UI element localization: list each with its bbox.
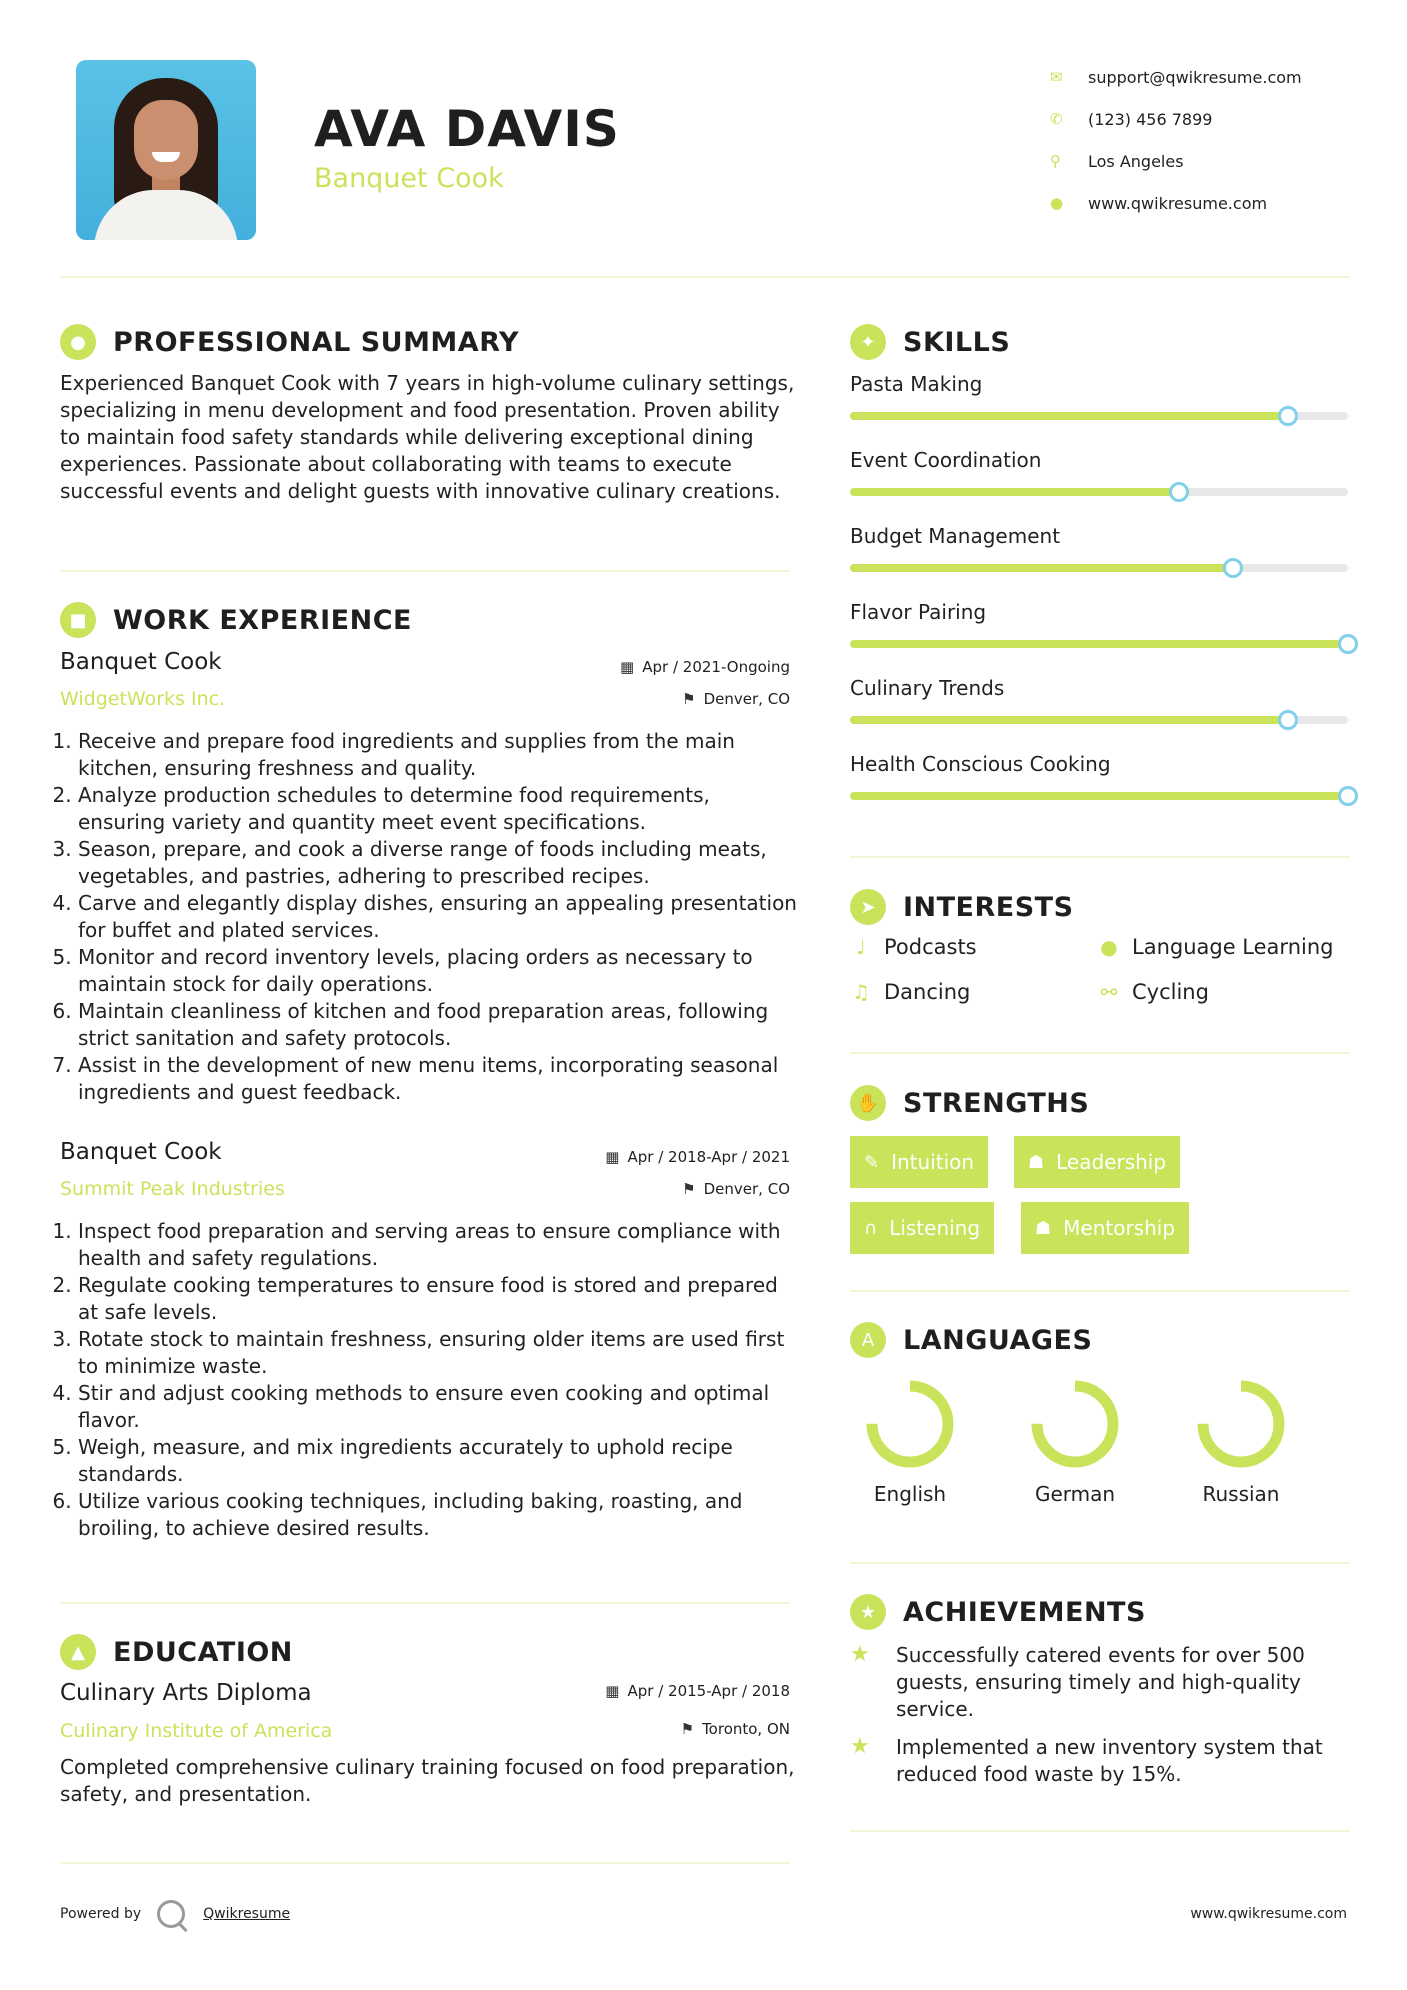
skill-level-knob <box>1223 558 1243 578</box>
duty-item: 7. Assist in the development of new menu items, incorporating seasonal ingredients and guest feedback. <box>78 1052 800 1106</box>
interest-cycling <box>1098 980 1209 1004</box>
strength-label: Listening <box>889 1216 981 1240</box>
phone-icon: ✆ <box>1050 110 1063 128</box>
calendar-icon: ▦ <box>605 1148 620 1166</box>
strengths-header <box>850 1085 1089 1121</box>
duty-item: 6. Utilize various cooking techniques, including baking, roasting, and broiling, to achieve desired results. <box>78 1488 800 1542</box>
skill-level-fill <box>850 640 1348 648</box>
languages-divider <box>850 1562 1350 1564</box>
user-plus-icon: ☗ <box>1035 1217 1052 1239</box>
achievements-header <box>850 1594 1146 1630</box>
skill-level-bar <box>850 564 1348 572</box>
skill-level-knob <box>1278 406 1298 426</box>
skill-name: Budget Management <box>850 524 1061 548</box>
job-1-duties <box>60 728 800 1106</box>
powered-by-label: Powered by <box>60 1906 142 1922</box>
skill-name: Culinary Trends <box>850 676 1005 700</box>
duty-item: 3. Rotate stock to maintain freshness, ensuring older items are used first to minimize waste. <box>78 1326 800 1380</box>
language-name: English <box>873 1482 947 1506</box>
candidate-name: AVA DAVIS <box>314 100 620 158</box>
star-icon: ★ <box>850 1734 870 1759</box>
calendar-icon: ▦ <box>620 658 635 676</box>
qwikresume-logo-icon <box>157 1900 185 1928</box>
skill-level-knob <box>1338 634 1358 654</box>
header-divider <box>60 276 1350 278</box>
education-heading: EDUCATION <box>113 1636 293 1668</box>
achievements-divider <box>850 1830 1350 1832</box>
strength-intuition <box>850 1136 988 1188</box>
duty-item: 2. Regulate cooking temperatures to ensure food is stored and prepared at safe levels. <box>78 1272 800 1326</box>
lightbulb-icon: ✦ <box>850 324 886 360</box>
footer-url[interactable]: www.qwikresume.com <box>1190 1906 1347 1922</box>
job-2-company: Summit Peak Industries <box>60 1178 285 1200</box>
paper-plane-icon: ➤ <box>850 889 886 925</box>
star-icon: ★ <box>850 1642 870 1667</box>
skills-divider <box>850 856 1350 858</box>
candidate-title: Banquet Cook <box>314 163 504 194</box>
bicycle-icon: ⚯ <box>1100 980 1118 1004</box>
language-level-ring <box>1027 1376 1123 1472</box>
education-dates <box>605 1682 790 1700</box>
strength-leadership <box>1014 1136 1180 1188</box>
language-item <box>1010 1376 1140 1506</box>
globe-icon: ● <box>1050 194 1064 212</box>
skill-item <box>850 448 1350 472</box>
education-location <box>681 1720 790 1738</box>
skill-item <box>850 372 1350 396</box>
duty-item: 2. Analyze production schedules to determine food requirements, ensuring variety and quantity meet event specifications. <box>78 782 800 836</box>
skill-level-fill <box>850 564 1233 572</box>
language-level-ring <box>862 1376 958 1472</box>
summary-heading: PROFESSIONAL SUMMARY <box>113 326 520 358</box>
profile-photo <box>76 60 256 240</box>
skill-level-knob <box>1169 482 1189 502</box>
skill-level-bar <box>850 640 1348 648</box>
skill-level-fill <box>850 488 1179 496</box>
strengths-divider <box>850 1290 1350 1292</box>
skill-item <box>850 524 1350 548</box>
job-2-title: Banquet Cook <box>60 1139 222 1165</box>
education-header <box>60 1634 293 1670</box>
pin-icon: ⚑ <box>682 1180 696 1198</box>
work-divider <box>60 1602 790 1604</box>
education-dates-value: Apr / 2015-Apr / 2018 <box>627 1682 790 1700</box>
interest-podcasts <box>850 935 977 959</box>
interest-label: Language Learning <box>1132 935 1334 959</box>
job-2-location <box>682 1180 790 1198</box>
map-pin-icon: ⚲ <box>1050 152 1061 170</box>
achievement-item <box>850 1642 1350 1723</box>
duty-item: 6. Maintain cleanliness of kitchen and food preparation areas, following strict sanitation and safety protocols. <box>78 998 800 1052</box>
language-item <box>1176 1376 1306 1506</box>
skill-item <box>850 752 1350 776</box>
job-1-company: WidgetWorks Inc. <box>60 688 226 710</box>
microphone-icon: ♩ <box>856 935 866 959</box>
language-name: Russian <box>1202 1482 1280 1506</box>
education-description: Completed comprehensive culinary training focused on food preparation, safety, and presentation. <box>60 1755 795 1806</box>
interests-heading: INTERESTS <box>903 891 1074 923</box>
duty-item: 5. Weigh, measure, and mix ingredients accurately to uphold recipe standards. <box>78 1434 800 1488</box>
summary-divider <box>60 570 790 572</box>
pin-icon: ⚑ <box>680 1720 695 1738</box>
job-1-location <box>682 690 790 708</box>
achievement-text: Implemented a new inventory system that reduced food waste by 15%. <box>896 1735 1323 1786</box>
work-heading: WORK EXPERIENCE <box>113 604 412 636</box>
skills-heading: SKILLS <box>903 326 1011 358</box>
skill-level-fill <box>850 716 1288 724</box>
contact-website-value: www.qwikresume.com <box>1088 193 1268 213</box>
contact-list <box>1050 56 1350 224</box>
duty-item: 4. Carve and elegantly display dishes, ensuring an appealing presentation for buffet and plated services. <box>78 890 800 944</box>
skill-name: Health Conscious Cooking <box>850 752 1111 776</box>
languages-header <box>850 1322 1092 1358</box>
headphones-icon: ∩ <box>864 1217 878 1239</box>
language-level-ring <box>1193 1376 1289 1472</box>
job-2-dates-value: Apr / 2018-Apr / 2021 <box>627 1148 790 1166</box>
achievement-item <box>850 1734 1350 1788</box>
skill-level-knob <box>1278 710 1298 730</box>
strength-label: Leadership <box>1056 1150 1167 1174</box>
translate-icon: A <box>850 1322 886 1358</box>
language-name: German <box>1034 1482 1116 1506</box>
interest-label: Dancing <box>884 980 971 1004</box>
interests-divider <box>850 1052 1350 1054</box>
contact-phone[interactable] <box>1050 98 1350 140</box>
duty-item: 1. Inspect food preparation and serving areas to ensure compliance with health and safety regulations. <box>78 1218 800 1272</box>
language-item <box>845 1376 975 1506</box>
summary-header <box>60 324 519 360</box>
education-divider <box>60 1862 790 1864</box>
envelope-icon: ✉ <box>1050 68 1063 86</box>
briefcase-icon: ■ <box>60 602 96 638</box>
contact-location <box>1050 140 1350 182</box>
contact-website[interactable] <box>1050 182 1350 224</box>
interest-dancing <box>850 980 970 1004</box>
skill-name: Flavor Pairing <box>850 600 987 624</box>
skills-header <box>850 324 1010 360</box>
education-school: Culinary Institute of America <box>60 1720 333 1742</box>
contact-location-value: Los Angeles <box>1088 151 1184 171</box>
pin-icon: ⚑ <box>682 690 696 708</box>
duty-item: 4. Stir and adjust cooking methods to ensure even cooking and optimal flavor. <box>78 1380 800 1434</box>
strength-listening <box>850 1202 994 1254</box>
skill-level-bar <box>850 792 1348 800</box>
magic-wand-icon: ✎ <box>864 1151 880 1173</box>
job-2-location-value: Denver, CO <box>703 1180 790 1198</box>
job-1-location-value: Denver, CO <box>703 690 790 708</box>
job-1-title: Banquet Cook <box>60 649 222 675</box>
skill-item <box>850 600 1350 624</box>
contact-email-value: support@qwikresume.com <box>1088 67 1302 87</box>
skill-level-fill <box>850 412 1288 420</box>
music-note-icon: ♫ <box>852 980 870 1004</box>
skill-level-knob <box>1338 786 1358 806</box>
strength-label: Intuition <box>891 1150 975 1174</box>
footer-powered-by <box>60 1900 290 1928</box>
strength-label: Mentorship <box>1063 1216 1176 1240</box>
graduation-icon: ▲ <box>60 1634 96 1670</box>
job-2-duties <box>60 1218 800 1542</box>
user-icon: ● <box>60 324 96 360</box>
skill-level-fill <box>850 792 1348 800</box>
duty-item: 5. Monitor and record inventory levels, placing orders as necessary to maintain stock for daily operations. <box>78 944 800 998</box>
globe-icon: ● <box>1100 935 1118 959</box>
achievements-heading: ACHIEVEMENTS <box>903 1596 1146 1628</box>
languages-heading: LANGUAGES <box>903 1324 1093 1356</box>
trophy-icon: ★ <box>850 1594 886 1630</box>
contact-email[interactable] <box>1050 56 1350 98</box>
strengths-heading: STRENGTHS <box>903 1087 1090 1119</box>
strength-mentorship <box>1021 1202 1189 1254</box>
brand-link[interactable]: Qwikresume <box>203 1906 291 1922</box>
education-degree: Culinary Arts Diploma <box>60 1680 312 1706</box>
interest-language-learning <box>1098 935 1333 959</box>
contact-phone-value: (123) 456 7899 <box>1088 109 1213 129</box>
job-1-dates <box>620 658 790 676</box>
skill-name: Event Coordination <box>850 448 1042 472</box>
summary-text: Experienced Banquet Cook with 7 years in high-volume culinary settings, specializing in menu development and food presentation. Proven ability to maintain food safety standards while delivering exceptional dining experiences. Passionate about collaborating with teams to execute successful events and delight guests with innovative culinary creations. <box>60 371 795 503</box>
calendar-icon: ▦ <box>605 1682 620 1700</box>
skill-level-bar <box>850 412 1348 420</box>
education-location-value: Toronto, ON <box>702 1720 790 1738</box>
hand-icon: ✋ <box>850 1085 886 1121</box>
skill-item <box>850 676 1350 700</box>
achievement-text: Successfully catered events for over 500 guests, ensuring timely and high-quality service. <box>896 1643 1305 1721</box>
skill-level-bar <box>850 488 1348 496</box>
duty-item: 3. Season, prepare, and cook a diverse range of foods including meats, vegetables, and pastries, adhering to prescribed recipes. <box>78 836 800 890</box>
skill-name: Pasta Making <box>850 372 983 396</box>
skill-level-bar <box>850 716 1348 724</box>
interest-label: Podcasts <box>884 935 977 959</box>
interest-label: Cycling <box>1132 980 1209 1004</box>
job-2-dates <box>605 1148 790 1166</box>
interests-header <box>850 889 1074 925</box>
job-1-dates-value: Apr / 2021-Ongoing <box>642 658 790 676</box>
duty-item: 1. Receive and prepare food ingredients and supplies from the main kitchen, ensuring freshness and quality. <box>78 728 800 782</box>
users-icon: ☗ <box>1028 1151 1045 1173</box>
work-header <box>60 602 412 638</box>
